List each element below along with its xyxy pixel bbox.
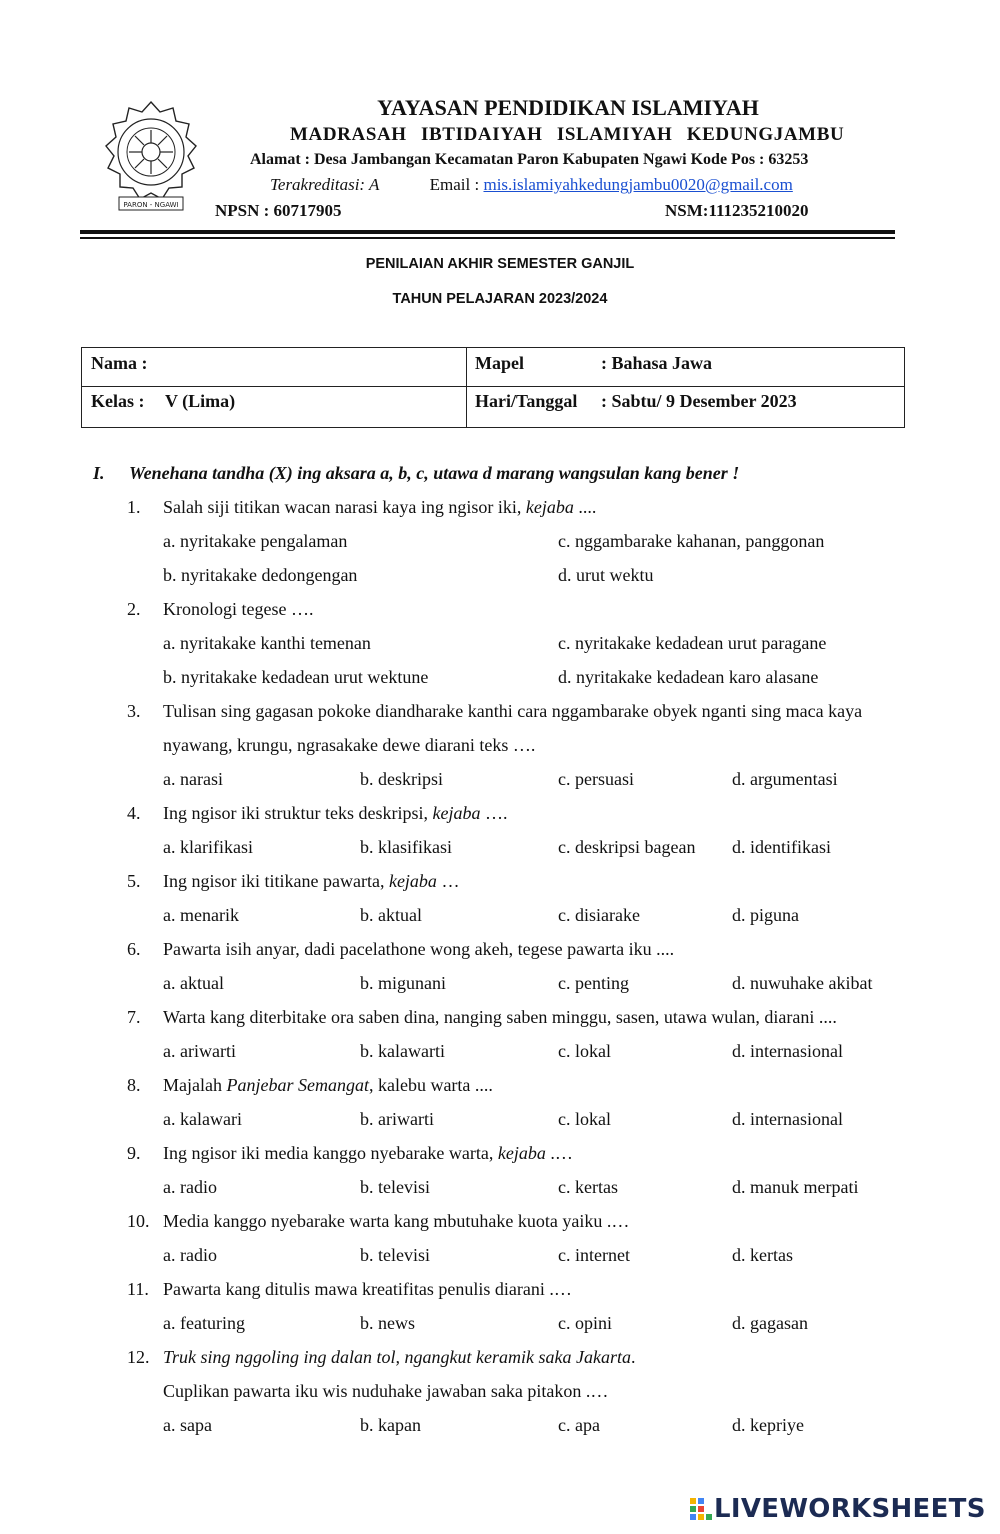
answer-option[interactable]: c. nggambarake kahanan, panggonan xyxy=(558,531,825,551)
question-text xyxy=(163,1211,629,1232)
answer-option[interactable]: d. kertas xyxy=(732,1245,793,1265)
question-text-tail: … xyxy=(436,871,460,891)
question-text-part: Media kanggo nyebarake warta kang mbutuhake kuota yaiku .… xyxy=(163,1211,630,1231)
answer-option[interactable]: b. nyritakake kedadean urut wektune xyxy=(163,667,429,687)
foundation-name: YAYASAN PENDIDIKAN ISLAMIYAH xyxy=(377,95,759,120)
question-text-part: Pawarta kang ditulis mawa kreatifitas penulis diarani .… xyxy=(163,1279,572,1299)
answer-option[interactable]: d. argumentasi xyxy=(732,769,838,789)
accreditation: Terakreditasi: A xyxy=(270,175,380,194)
answer-option[interactable]: b. deskripsi xyxy=(360,769,443,789)
question-text-italic: kejaba xyxy=(432,803,481,823)
question-text-italic: kejaba xyxy=(497,1143,546,1163)
answer-option[interactable]: a. nyritakake kanthi temenan xyxy=(163,633,371,653)
question-text xyxy=(163,701,862,722)
answer-option[interactable]: c. lokal xyxy=(558,1041,611,1061)
question-text-line2: Cuplikan pawarta iku wis nuduhake jawaban saka pitakon .… xyxy=(163,1381,609,1401)
question-number: 9. xyxy=(127,1143,141,1163)
section-number: I. xyxy=(93,463,105,483)
school-address: Alamat : Desa Jambangan Kecamatan Paron Kabupaten Ngawi Kode Pos : 63253 xyxy=(250,151,809,168)
question-text xyxy=(163,1279,572,1300)
question-text-part: Salah siji titikan wacan narasi kaya ing ngisor iki, xyxy=(163,497,526,517)
email-link[interactable]: mis.islamiyahkedungjambu0020@gmail.com xyxy=(483,175,793,194)
answer-option[interactable]: a. aktual xyxy=(163,973,224,993)
answer-option[interactable]: a. kalawari xyxy=(163,1109,242,1129)
question-text xyxy=(163,1143,573,1164)
answer-option[interactable]: c. penting xyxy=(558,973,629,993)
question-number: 8. xyxy=(127,1075,141,1095)
question-text-part: Warta kang diterbitake ora saben dina, nanging saben minggu, sasen, utawa wulan, diarani .... xyxy=(163,1007,837,1027)
question-number: 7. xyxy=(127,1007,141,1027)
instruction-text: Wenehana tandha (X) ing aksara a, b, c, utawa d marang wangsulan kang bener ! xyxy=(129,463,740,483)
identity-table xyxy=(81,347,905,428)
question-text-italic: kejaba xyxy=(388,871,437,891)
hari-value: : Sabtu/ 9 Desember 2023 xyxy=(601,391,797,411)
answer-option[interactable]: d. internasional xyxy=(732,1109,843,1129)
answer-option[interactable]: b. kapan xyxy=(360,1415,421,1435)
question-text-part: Kronologi tegese …. xyxy=(163,599,314,619)
question-text xyxy=(163,803,507,824)
question-text xyxy=(163,599,313,620)
answer-option[interactable]: d. manuk merpati xyxy=(732,1177,859,1197)
answer-option[interactable]: c. deskripsi bagean xyxy=(558,837,696,857)
question-text-line2: nyawang, krungu, ngrasakake dewe diarani teks …. xyxy=(163,735,536,755)
question-number: 6. xyxy=(127,939,141,959)
answer-option[interactable]: b. aktual xyxy=(360,905,422,925)
exam-year: TAHUN PELAJARAN 2023/2024 xyxy=(392,291,608,307)
answer-option[interactable]: b. ariwarti xyxy=(360,1109,434,1129)
email-label: Email : xyxy=(429,175,480,194)
answer-option[interactable]: b. kalawarti xyxy=(360,1041,445,1061)
question-text-tail: , kalebu warta .... xyxy=(368,1075,493,1095)
school-name: MADRASAH IBTIDAIYAH ISLAMIYAH KEDUNGJAMBU xyxy=(290,124,845,145)
answer-option[interactable]: a. nyritakake pengalaman xyxy=(163,531,348,551)
answer-option[interactable]: a. radio xyxy=(163,1245,217,1265)
npsn: NPSN : 60717905 xyxy=(215,201,342,220)
question-text xyxy=(163,871,459,892)
question-number: 4. xyxy=(127,803,141,823)
section-instruction xyxy=(93,463,739,484)
header-divider-thin xyxy=(80,237,895,239)
answer-option[interactable]: c. nyritakake kedadean urut paragane xyxy=(558,633,827,653)
answer-option[interactable]: d. gagasan xyxy=(732,1313,808,1333)
mapel-label: Mapel xyxy=(475,353,524,373)
question-number: 10. xyxy=(127,1211,150,1231)
question-number: 5. xyxy=(127,871,141,891)
question-text-tail: .... xyxy=(573,497,597,517)
answer-option[interactable]: c. lokal xyxy=(558,1109,611,1129)
question-text xyxy=(163,1347,635,1368)
question-text-part: Majalah xyxy=(163,1075,227,1095)
answer-option[interactable]: d. kepriye xyxy=(732,1415,804,1435)
question-text-part: Tulisan sing gagasan pokoke diandharake kanthi cara nggambarake obyek nganti sing maca kaya xyxy=(163,701,863,721)
answer-option[interactable]: d. urut wektu xyxy=(558,565,654,585)
accreditation-email-row xyxy=(270,175,793,195)
answer-option[interactable]: a. sapa xyxy=(163,1415,212,1435)
exam-title: PENILAIAN AKHIR SEMESTER GANJIL xyxy=(365,256,635,272)
answer-option[interactable]: a. featuring xyxy=(163,1313,245,1333)
answer-option[interactable]: b. news xyxy=(360,1313,415,1333)
liveworksheets-logo-icon xyxy=(690,1498,712,1524)
answer-option[interactable]: a. ariwarti xyxy=(163,1041,236,1061)
answer-option[interactable]: d. piguna xyxy=(732,905,799,925)
answer-option[interactable]: b. televisi xyxy=(360,1245,430,1265)
question-text xyxy=(163,497,596,518)
question-number: 1. xyxy=(127,497,141,517)
question-text-tail: . xyxy=(630,1347,636,1367)
kelas-value: V (Lima) xyxy=(165,391,236,411)
question-number: 2. xyxy=(127,599,141,619)
question-text-italic: Panjebar Semangat xyxy=(226,1075,369,1095)
answer-option[interactable]: b. migunani xyxy=(360,973,446,993)
question-text-italic: kejaba xyxy=(525,497,574,517)
question-text-part: Pawarta isih anyar, dadi pacelathone wong akeh, tegese pawarta iku .... xyxy=(163,939,675,959)
question-number: 12. xyxy=(127,1347,150,1367)
answer-option[interactable]: a. radio xyxy=(163,1177,217,1197)
question-text-tail: .… xyxy=(545,1143,573,1163)
answer-option[interactable]: c. persuasi xyxy=(558,769,634,789)
answer-option[interactable]: c. opini xyxy=(558,1313,612,1333)
answer-option[interactable]: a. klarifikasi xyxy=(163,837,253,857)
nama-label: Nama : xyxy=(91,353,148,373)
nsm: NSM:111235210020 xyxy=(665,201,809,220)
answer-option[interactable]: d. nyritakake kedadean karo alasane xyxy=(558,667,819,687)
answer-option[interactable]: c. internet xyxy=(558,1245,630,1265)
liveworksheets-watermark xyxy=(690,1494,990,1528)
question-number: 3. xyxy=(127,701,141,721)
answer-option[interactable]: b. televisi xyxy=(360,1177,430,1197)
mapel-value: : Bahasa Jawa xyxy=(601,353,713,373)
answer-option[interactable]: c. apa xyxy=(558,1415,600,1435)
answer-option[interactable]: c. disiarake xyxy=(558,905,640,925)
question-text-tail: …. xyxy=(480,803,508,823)
question-text-italic: Truk sing nggoling ing dalan tol, ngangkut keramik saka Jakarta xyxy=(163,1347,631,1367)
hari-label: Hari/Tanggal xyxy=(475,391,578,411)
question-text xyxy=(163,1007,837,1028)
answer-option[interactable]: b. nyritakake dedongengan xyxy=(163,565,358,585)
header-divider xyxy=(80,230,895,234)
question-text-part: Ing ngisor iki titikane pawarta, xyxy=(163,871,389,891)
question-text xyxy=(163,1075,493,1096)
kelas-label: Kelas : xyxy=(91,391,145,411)
question-number: 11. xyxy=(127,1279,149,1299)
question-text-part: Ing ngisor iki media kanggo nyebarake warta, xyxy=(163,1143,498,1163)
answer-option[interactable]: b. klasifikasi xyxy=(360,837,452,857)
watermark-text: LIVEWORKSHEETS xyxy=(714,1494,986,1524)
answer-option[interactable]: a. narasi xyxy=(163,769,223,789)
answer-option[interactable]: d. internasional xyxy=(732,1041,843,1061)
answer-option[interactable]: d. nuwuhake akibat xyxy=(732,973,873,993)
question-text xyxy=(163,939,674,960)
answer-option[interactable]: d. identifikasi xyxy=(732,837,831,857)
answer-option[interactable]: c. kertas xyxy=(558,1177,618,1197)
answer-option[interactable]: a. menarik xyxy=(163,905,239,925)
question-text-part: Ing ngisor iki struktur teks deskripsi, xyxy=(163,803,433,823)
logo-caption: PARON - NGAWI xyxy=(123,201,179,209)
